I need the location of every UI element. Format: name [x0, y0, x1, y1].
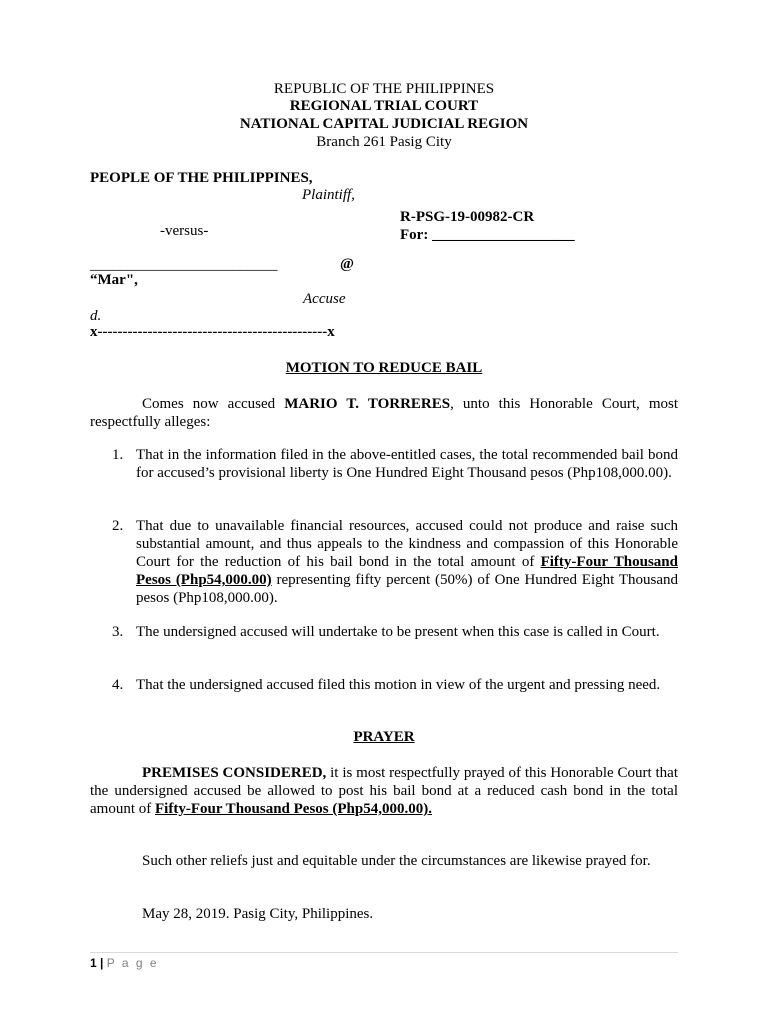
caption-accused-label-wrap: d.: [90, 308, 102, 324]
footer-divider: [90, 952, 678, 953]
prayer-heading: PRAYER: [353, 729, 415, 745]
allegation-text: The undersigned accused will undertake to be present when this case is called in Court.: [136, 624, 660, 640]
allegation-number: 1.: [112, 447, 124, 463]
page-word: P a g e: [106, 956, 159, 970]
intro-paragraph: [90, 395, 678, 431]
prayer-body: it is most respectfully prayed of this Honorable Court that the undersigned accused be allowed to post his bail bond at a reduced cash bond in the total amount of: [90, 765, 678, 817]
allegation-text-post: representing fifty percent (50%) of One Hundred Eight Thousand pesos (Php108,000.00).: [136, 572, 678, 606]
caption-at-sign: @: [340, 256, 354, 272]
caption-divider: x----------------------------------------------x: [90, 324, 335, 340]
allegation-text: That the undersigned accused filed this motion in view of the urgent and pressing need.: [136, 677, 661, 693]
caption-party: PEOPLE OF THE PHILIPPINES,: [90, 170, 313, 186]
allegation-number: 4.: [112, 677, 124, 693]
caption-alias: “Mar",: [90, 272, 138, 288]
motion-title: MOTION TO REDUCE BAIL: [285, 360, 483, 376]
page-footer: [90, 956, 159, 970]
reduced-amount: Fifty-Four Thousand Pesos (Php54,000.00): [136, 554, 678, 588]
header-region: NATIONAL CAPITAL JUDICIAL REGION: [239, 116, 529, 132]
date-line: May 28, 2019. Pasig City, Philippines.: [142, 906, 374, 922]
allegation-text: That in the information filed in the above-entitled cases, the total recommended bail bond for accused’s provisional liberty is One Hundred Eight Thousand pesos (Php108,000.00).: [136, 447, 678, 481]
header-branch: Branch 261 Pasig City: [316, 134, 452, 150]
header-court: REGIONAL TRIAL COURT: [289, 98, 479, 114]
caption-versus: -versus-: [160, 223, 209, 239]
page-number: 1: [90, 956, 97, 970]
caption-plaintiff-label: Plaintiff,: [302, 187, 355, 203]
prayer-amount: Fifty-Four Thousand Pesos (Php54,000.00).: [155, 801, 432, 817]
intro-post: , unto this Honorable Court, most respectfully alleges:: [90, 396, 679, 430]
footer-separator: |: [100, 956, 104, 970]
caption-case-number: R-PSG-19-00982-CR: [400, 209, 535, 225]
accused-name: MARIO T. TORRERES: [284, 396, 451, 412]
other-reliefs-paragraph: Such other reliefs just and equitable under the circumstances are likewise prayed for.: [142, 853, 651, 869]
intro-pre: Comes now accused: [142, 396, 285, 412]
allegation-number: 3.: [112, 624, 124, 640]
header-republic: REPUBLIC OF THE PHILIPPINES: [273, 81, 495, 97]
caption-for-line: For: ___________________: [400, 227, 575, 243]
prayer-paragraph: [90, 764, 678, 818]
allegation-text: [136, 517, 678, 607]
caption-accused-blank: _________________________: [90, 257, 278, 273]
allegation-text-pre: That due to unavailable financial resources, accused could not produce and raise such substantial amount, and thus appeals to the kindness and compassion of this Honorable Court for the reduction of his bail bond in the total amount of: [136, 518, 678, 570]
caption-accused-label: Accuse: [303, 291, 346, 307]
prayer-lead: PREMISES CONSIDERED,: [142, 765, 327, 781]
allegation-number: 2.: [112, 518, 124, 534]
